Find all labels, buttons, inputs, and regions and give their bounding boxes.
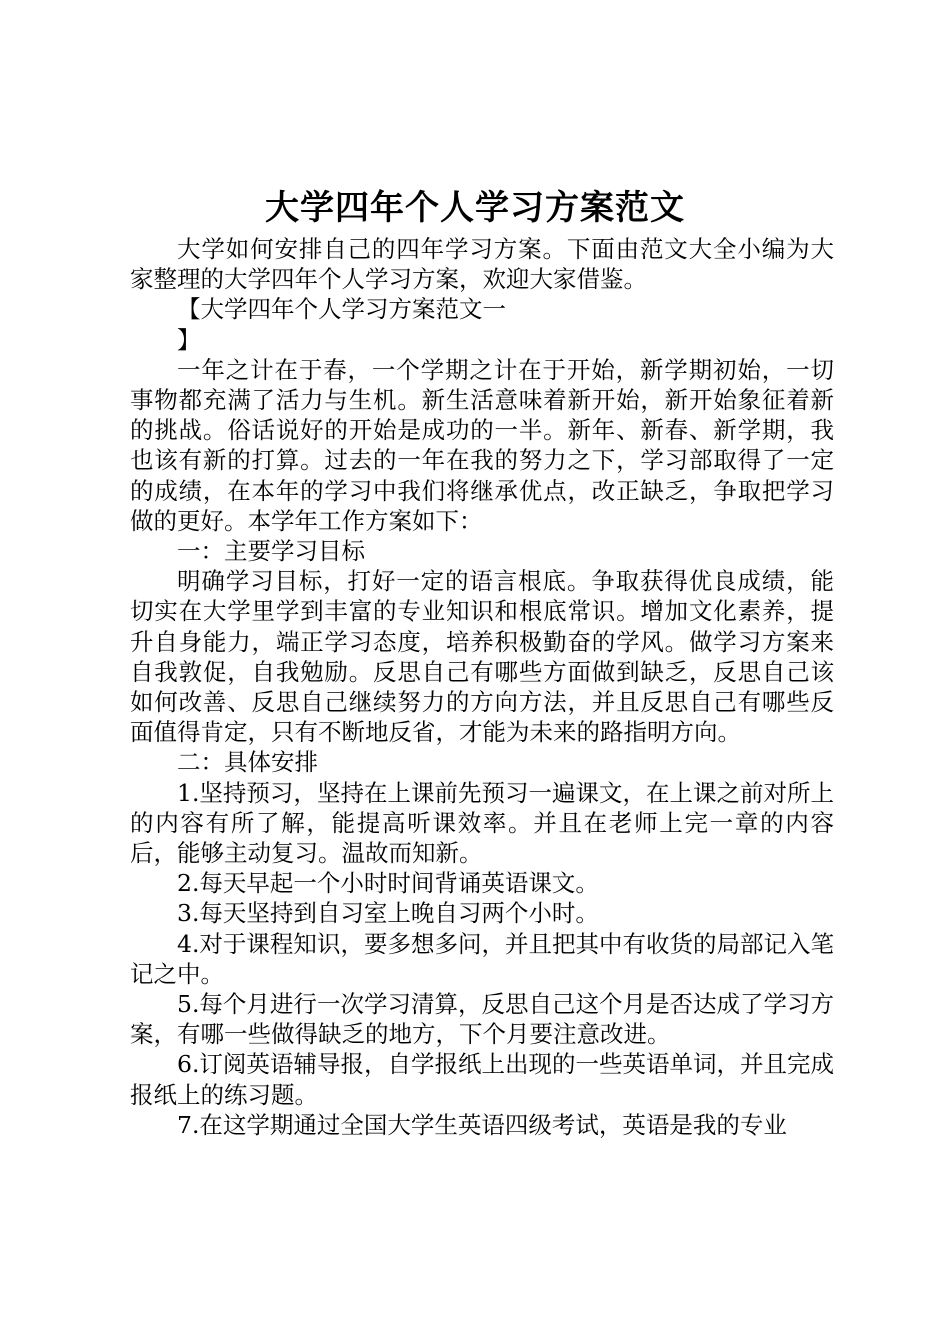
subheading-arrangement: 二：具体安排 xyxy=(177,748,318,777)
list-item: 1.坚持预习，坚持在上课前先预习一遍课文，在上课之前对所上的内容有所了解，能提高听课效率。并且在老师上完一章的内容后，能够主动复习。温故而知新。 xyxy=(130,778,834,868)
intro-paragraph: 大学如何安排自己的四年学习方案。下面由范文大全小编为大家整理的大学四年个人学习方案，欢迎大家借鉴。 xyxy=(130,235,834,294)
section-heading-open: 【大学四年个人学习方案范文一 xyxy=(177,295,506,324)
list-item: 2.每天早起一个小时时间背诵英语课文。 xyxy=(177,869,599,898)
body-paragraph: 明确学习目标，打好一定的语言根底。争取获得优良成绩，能切实在大学里学到丰富的专业知识和根底常识。增加文化素养，提升自身能力，端正学习态度，培养积极勤奋的学风。做学习方案来自我敦促，自我勉励。反思自己有哪些方面做到缺乏，反思自己该如何改善、反思自己继续努力的方向方法，并且反思自己有哪些反面值得肯定，只有不断地反省，才能为未来的路指明方向。 xyxy=(130,567,834,747)
body-paragraph: 一年之计在于春，一个学期之计在于开始，新学期初始，一切事物都充满了活力与生机。新生活意味着新开始，新开始象征着新的挑战。俗话说好的开始是成功的一半。新年、新春、新学期，我也该有新的打算。过去的一年在我的努力之下，学习部取得了一定的成绩，在本年的学习中我们将继承优点，改正缺乏，争取把学习做的更好。本学年工作方案如下： xyxy=(130,355,834,535)
document-body xyxy=(130,234,834,1140)
list-item: 6.订阅英语辅导报，自学报纸上出现的一些英语单词，并且完成报纸上的练习题。 xyxy=(130,1050,834,1109)
section-heading-close: 】 xyxy=(177,325,201,354)
list-item: 4.对于课程知识，要多想多问，并且把其中有收货的局部记入笔记之中。 xyxy=(130,929,834,988)
list-item: 3.每天坚持到自习室上晚自习两个小时。 xyxy=(177,899,599,928)
list-item: 5.每个月进行一次学习清算，反思自己这个月是否达成了学习方案，有哪一些做得缺乏的地方，下个月要注意改进。 xyxy=(130,990,834,1049)
list-item: 7.在这学期通过全国大学生英语四级考试，英语是我的专业 xyxy=(177,1110,787,1139)
subheading-goals: 一：主要学习目标 xyxy=(177,537,365,566)
document-title: 大学四年个人学习方案范文 xyxy=(265,188,685,228)
